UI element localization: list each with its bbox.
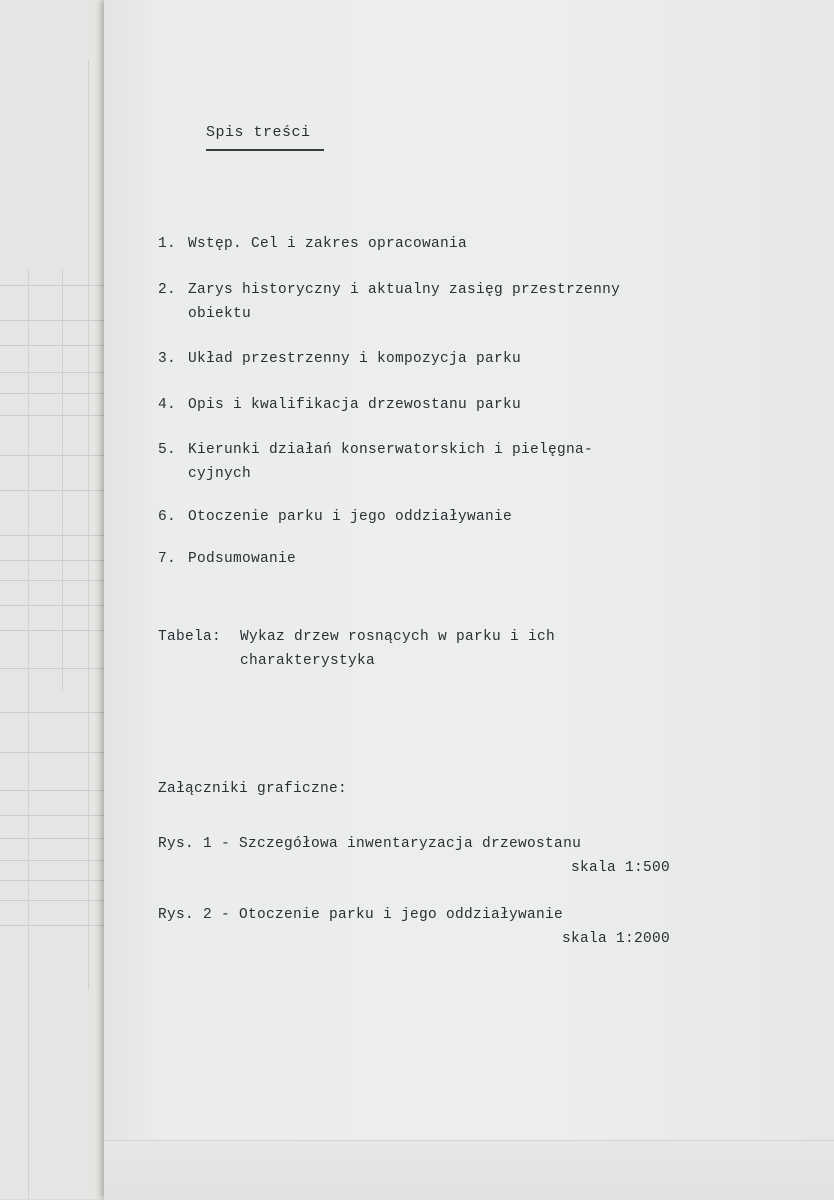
ghost-rule — [0, 925, 110, 926]
toc-item-1 — [158, 232, 467, 256]
table-note-text: Wykaz drzew rosnących w parku i ich — [240, 629, 556, 645]
toc-number: 1. — [158, 236, 177, 252]
ghost-rule — [0, 880, 110, 881]
toc-number: 5. — [158, 442, 177, 458]
toc-number: 3. — [158, 351, 177, 367]
ghost-rule — [0, 668, 110, 669]
attachments-heading: Załączniki graficzne: — [158, 781, 348, 797]
toc-text-continued: obiektu — [188, 306, 252, 322]
drawing-label: Rys. 1 - Szczegółowa inwentaryzacja drzewostanu — [158, 836, 582, 852]
toc-number: 4. — [158, 397, 177, 413]
ghost-column-rule — [62, 270, 63, 690]
document-page — [104, 0, 834, 1199]
table-note — [158, 625, 555, 673]
ghost-rule — [0, 860, 110, 861]
ghost-rule — [0, 630, 110, 631]
ghost-rule — [0, 605, 110, 606]
ghost-rule — [0, 455, 110, 456]
ghost-rule — [0, 372, 110, 373]
toc-number: 2. — [158, 282, 177, 298]
table-note-text-continued: charakterystyka — [240, 653, 376, 669]
underlying-page — [0, 0, 111, 1199]
toc-number: 6. — [158, 509, 177, 525]
toc-item-4 — [158, 393, 521, 417]
drawing-scale: skala 1:2000 — [561, 931, 670, 947]
toc-item-3 — [158, 347, 521, 371]
drawing-item-2 — [158, 903, 670, 951]
ghost-rule — [0, 790, 110, 791]
ghost-column-rule — [88, 60, 89, 990]
drawing-label: Rys. 2 - Otoczenie parku i jego oddziaływanie — [158, 907, 564, 923]
toc-text: Kierunki działań konserwatorskich i pielęgna- — [188, 442, 594, 458]
ghost-rule — [0, 393, 110, 394]
ghost-rule — [0, 838, 110, 839]
toc-item-2 — [158, 278, 620, 326]
table-note-label: Tabela: — [158, 629, 222, 645]
ghost-rule — [0, 560, 110, 561]
ghost-column-rule — [28, 270, 29, 1199]
drawing-item-1 — [158, 832, 670, 880]
toc-number: 7. — [158, 551, 177, 567]
ghost-rule — [0, 815, 110, 816]
page-bottom-edge — [104, 1140, 834, 1200]
toc-text: Opis i kwalifikacja drzewostanu parku — [188, 397, 522, 413]
ghost-rule — [0, 535, 110, 536]
toc-text: Układ przestrzenny i kompozycja parku — [188, 351, 522, 367]
toc-text: Podsumowanie — [188, 551, 297, 567]
toc-text: Otoczenie parku i jego oddziaływanie — [188, 509, 513, 525]
toc-item-6 — [158, 505, 512, 529]
ghost-rule — [0, 345, 110, 346]
ghost-rule — [0, 580, 110, 581]
ghost-rule — [0, 752, 110, 753]
ghost-rule — [0, 285, 110, 286]
ghost-rule — [0, 320, 110, 321]
toc-item-7 — [158, 547, 296, 571]
ghost-rule — [0, 415, 110, 416]
title-underline — [206, 149, 324, 151]
ghost-rule — [0, 712, 110, 713]
toc-text: Wstęp. Cel i zakres opracowania — [188, 236, 468, 252]
document-title: Spis treści — [206, 124, 311, 141]
toc-text: Zarys historyczny i aktualny zasięg przestrzenny — [188, 282, 621, 298]
toc-text-continued: cyjnych — [188, 466, 252, 482]
toc-item-5 — [158, 438, 593, 486]
ghost-rule — [0, 490, 110, 491]
drawing-scale: skala 1:500 — [570, 860, 670, 876]
ghost-rule — [0, 900, 110, 901]
